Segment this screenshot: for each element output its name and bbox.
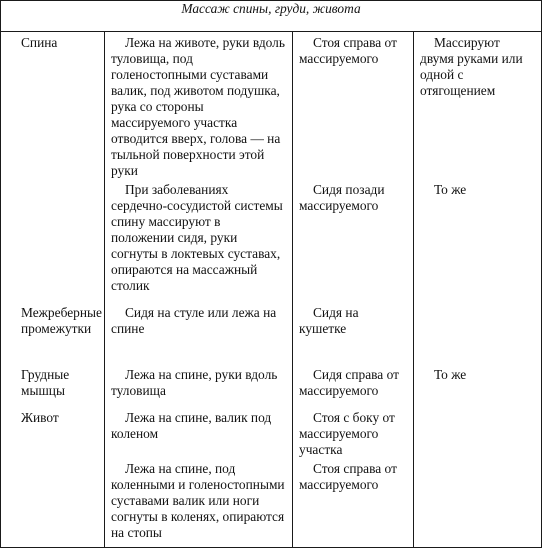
table-row	[1, 32, 542, 180]
masseur-position-cell: Стоя справа от массируемого	[293, 32, 414, 180]
section-title: Массаж спины, груди, живота	[1, 1, 542, 32]
position-cell: Лежа на спине, под коленными и голеностопными суставами валик или ноги согнуты в коленях, опираются на стопы	[105, 458, 293, 548]
masseur-position-cell: Сидя позади массируемого	[293, 179, 414, 302]
position-cell: Лежа на спине, валик под коленом	[105, 407, 293, 458]
position-cell: Сидя на стуле или лежа на спине	[105, 302, 293, 364]
section-header-row	[1, 1, 542, 32]
note-cell: То же	[414, 179, 542, 302]
position-cell: Лежа на животе, руки вдоль туловища, под голеностопными суставами валик, под животом подушка, рука со стороны массируемого участка отводится вверх, голова — на тыльной поверхности этой руки	[105, 32, 293, 180]
table-row	[1, 407, 542, 458]
area-cell: Межреберные промежутки	[1, 302, 105, 364]
position-cell: Лежа на спине, руки вдоль туловища	[105, 364, 293, 407]
note-cell: Массируют двумя руками или одной с отягощением	[414, 32, 542, 180]
area-cell: Грудные мышцы	[1, 364, 105, 407]
note-cell	[414, 407, 542, 458]
area-cell	[1, 179, 105, 302]
note-cell	[414, 458, 542, 548]
note-cell	[414, 302, 542, 364]
table-row	[1, 179, 542, 302]
area-cell: Живот	[1, 407, 105, 458]
area-cell	[1, 458, 105, 548]
masseur-position-cell: Стоя с боку от массируемого участка	[293, 407, 414, 458]
area-cell: Спина	[1, 32, 105, 180]
table-row	[1, 364, 542, 407]
masseur-position-cell: Стоя справа от массируемого	[293, 458, 414, 548]
masseur-position-cell: Сидя справа от массируемого	[293, 364, 414, 407]
table-row	[1, 458, 542, 548]
masseur-position-cell: Сидя на кушетке	[293, 302, 414, 364]
table-row	[1, 302, 542, 364]
position-cell: При заболеваниях сердечно-сосудистой системы спину массируют в положении сидя, руки согнуты в локтевых суставах, опираются на массажный столик	[105, 179, 293, 302]
note-cell: То же	[414, 364, 542, 407]
